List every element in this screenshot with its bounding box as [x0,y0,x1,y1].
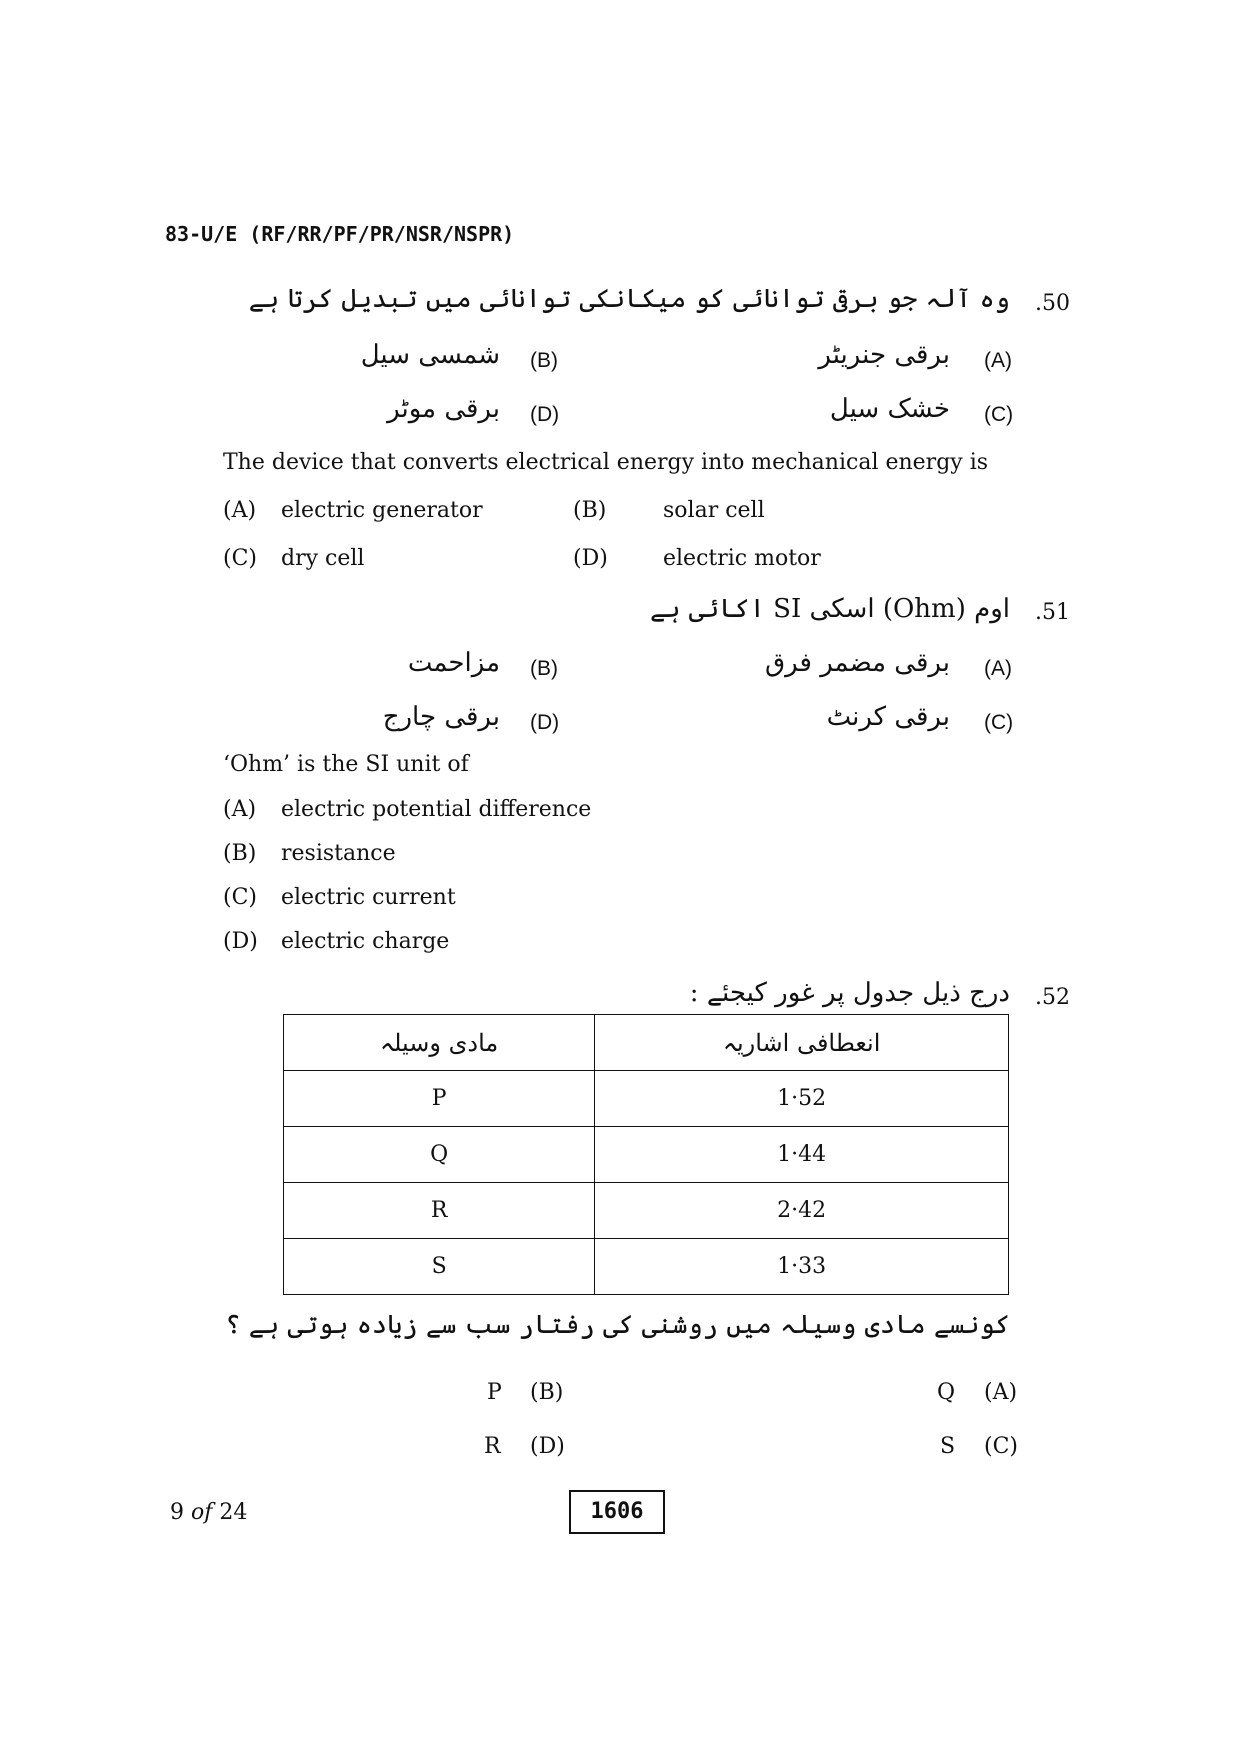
q51-en-option-b: resistance [281,841,396,866]
q50-en-label-b: (B) [573,498,607,523]
q51-urdu-option-b: مزاحمت [407,648,500,678]
page-current: 9 [170,1500,184,1525]
q52-label-b: (B) [530,1380,564,1405]
q52-label-a: (A) [984,1380,1018,1405]
question-51-number: .51 [1035,600,1070,625]
table-header-refractive-index: انعطافی اشاریہ [595,1015,1009,1071]
q52-label-c: (C) [984,1434,1018,1459]
table-cell-medium: S [284,1239,595,1295]
q51-en-option-a: electric potential difference [281,797,592,822]
question-52-urdu: کونسے مادی وسیلہ میں روشنی کی رفتار سب سے زیادہ ہوتی ہے ؟ [225,1310,1010,1340]
q50-urdu-label-b: (B) [530,349,558,372]
table-header-medium: مادی وسیلہ [284,1015,595,1071]
paper-code-box: 1606 [569,1490,665,1534]
question-50-english: The device that converts electrical energy into mechanical energy is [223,450,989,475]
table-row [284,1239,1009,1295]
q51-urdu-option-d: برقی چارج [382,702,500,732]
question-50-number: .50 [1035,291,1070,316]
q51-en-label-a: (A) [223,797,257,822]
q52-option-b: P [487,1380,502,1405]
page-number [170,1500,247,1525]
q51-en-option-d: electric charge [281,929,450,954]
table-cell-index: 1·52 [595,1071,1009,1127]
question-52-number: .52 [1035,985,1070,1010]
q50-en-option-a: electric generator [281,498,483,523]
table-cell-index: 2·42 [595,1183,1009,1239]
q52-option-a: Q [937,1380,956,1405]
q50-en-label-a: (A) [223,498,257,523]
table-cell-medium: Q [284,1127,595,1183]
q51-en-label-c: (C) [223,885,257,910]
table-row [284,1127,1009,1183]
q51-en-option-c: electric current [281,885,456,910]
paper-code-header: 83-U/E (RF/RR/PF/PR/NSR/NSPR) [165,222,515,246]
q50-urdu-label-c: (C) [984,403,1014,426]
table-row [284,1071,1009,1127]
q50-urdu-option-a: برقی جنریٹر [818,340,950,370]
q51-urdu-option-c: برقی کرنٹ [826,702,950,732]
page-of: of [191,1500,213,1525]
table-cell-index: 1·44 [595,1127,1009,1183]
q50-urdu-label-a: (A) [984,349,1012,372]
q50-urdu-option-c: خشک سیل [829,394,950,424]
q52-label-d: (D) [530,1434,565,1459]
refractive-index-table [283,1014,1009,1295]
q51-urdu-label-a: (A) [984,657,1012,680]
table-cell-index: 1·33 [595,1239,1009,1295]
q50-urdu-option-d: برقی موٹر [387,394,500,424]
question-50-urdu: وہ آلہ جو برقی توانائی کو میکانکی توانائی میں تبدیل کرتا ہے [248,284,1010,314]
question-52-urdu-intro: درج ذیل جدول پر غور کیجئے : [689,978,1010,1008]
q51-urdu-label-d: (D) [530,711,560,734]
q50-urdu-label-d: (D) [530,403,560,426]
q51-en-label-b: (B) [223,841,257,866]
q52-option-d: R [484,1434,501,1459]
q50-urdu-option-b: شمسی سیل [360,340,500,370]
question-51-urdu: اوم (Ohm) اسکی SI اکائی ہے [650,594,1010,624]
table-header-row [284,1015,1009,1071]
q52-option-c: S [940,1434,956,1459]
page-total: 24 [219,1500,248,1525]
q50-en-label-c: (C) [223,546,257,571]
q51-urdu-label-b: (B) [530,657,558,680]
q51-urdu-label-c: (C) [984,711,1014,734]
q50-en-option-d: electric motor [663,546,821,571]
q50-en-label-d: (D) [573,546,608,571]
q50-en-option-c: dry cell [281,546,365,571]
table-cell-medium: R [284,1183,595,1239]
question-51-english: ‘Ohm’ is the SI unit of [223,752,469,777]
table-row [284,1183,1009,1239]
q51-en-label-d: (D) [223,929,258,954]
q51-urdu-option-a: برقی مضمر فرق [764,648,950,678]
table-cell-medium: P [284,1071,595,1127]
q50-en-option-b: solar cell [663,498,765,523]
